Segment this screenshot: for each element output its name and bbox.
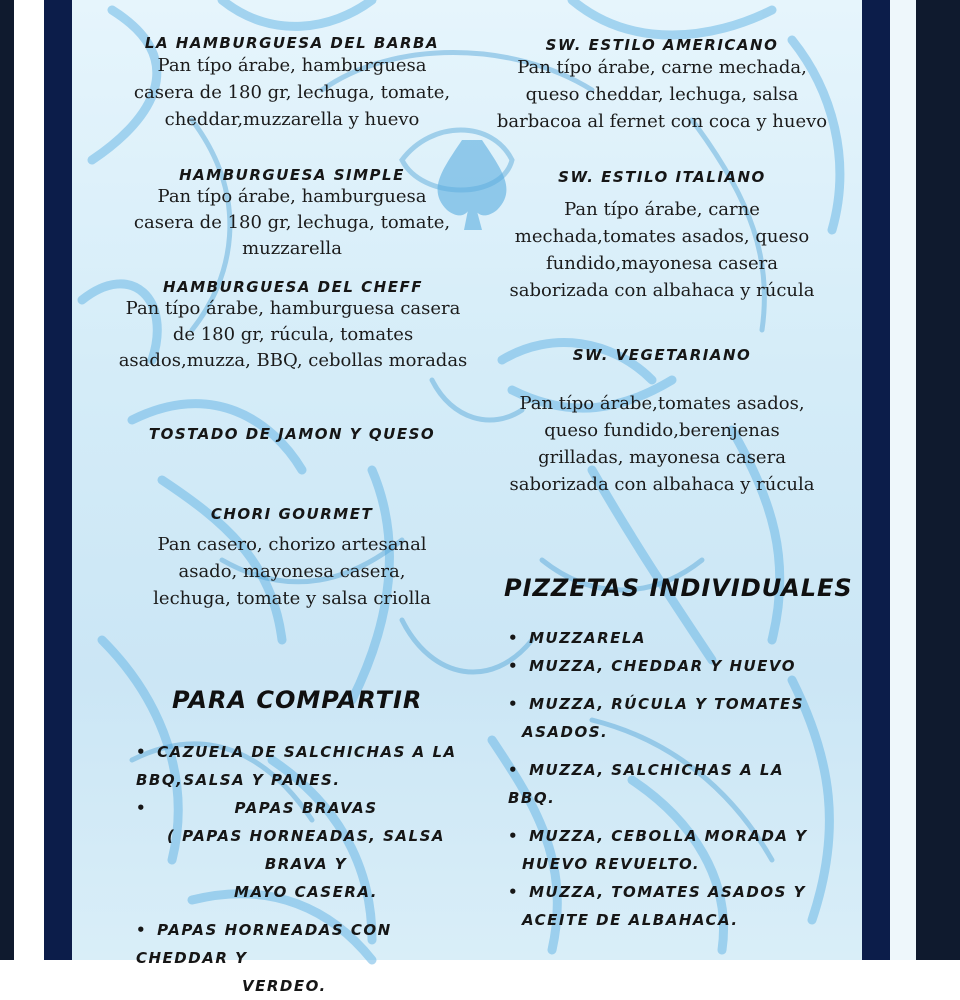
list-item-line: CAZUELA DE SALCHICHAS A LA <box>157 743 457 761</box>
list-item-line: MUZZA, SALCHICHAS A LA BBQ. <box>508 761 785 807</box>
list-item <box>508 652 838 680</box>
menu-item-desc-line: grilladas, mayonesa casera <box>538 447 786 468</box>
menu-item-desc-line: fundido,mayonesa casera <box>546 253 778 274</box>
bullet-icon: • <box>508 695 520 713</box>
menu-item-title: SW. ESTILO AMERICANO <box>545 36 779 54</box>
bullet-icon: • <box>508 827 520 845</box>
menu-item-desc-line: mechada,tomates asados, queso <box>514 226 810 247</box>
menu-item-desc-line: Pan típo árabe, carne <box>564 199 760 220</box>
list-item <box>136 738 486 794</box>
list-item-line: ASADOS. <box>522 723 609 741</box>
list-item-line: MUZZA, CHEDDAR Y HUEVO <box>529 657 797 675</box>
menu-item-title: CHORI GOURMET <box>210 505 374 523</box>
list-item <box>508 756 838 812</box>
bullet-icon: • <box>508 761 520 779</box>
menu-card <box>44 0 890 995</box>
bullet-icon: • <box>508 629 520 647</box>
section-heading-pizzetas-individuales: PIZZETAS INDIVIDUALES <box>504 574 853 602</box>
right-dark-border <box>916 0 960 960</box>
menu-item-la-hamburguesa-del-barba <box>112 34 472 133</box>
bullet-icon: • <box>136 799 148 817</box>
menu-item-desc-line: Pan casero, chorizo artesanal <box>157 534 427 555</box>
menu-item-title: SW. VEGETARIANO <box>572 346 752 364</box>
list-item <box>508 624 838 652</box>
menu-item-title: TOSTADO DE JAMON Y QUESO <box>148 425 436 443</box>
right-light-strip <box>890 0 916 960</box>
pizzetas-list <box>508 624 838 934</box>
list-item-line: BBQ,SALSA Y PANES. <box>136 771 341 789</box>
menu-item-desc-line: asados,muzza, BBQ, cebollas moradas <box>118 350 468 371</box>
list-item-line: PAPAS HORNEADAS CON CHEDDAR Y <box>136 921 392 967</box>
menu-item-desc-line: queso fundido,berenjenas <box>544 420 780 441</box>
list-item-line: ACEITE DE ALBAHACA. <box>522 911 739 929</box>
menu-item-desc-line: muzzarella <box>242 238 342 259</box>
section-heading-para-compartir: PARA COMPARTIR <box>172 686 423 714</box>
menu-item-desc-line: Pan típo árabe, hamburguesa casera <box>125 298 461 319</box>
menu-item-desc-line: saborizada con albahaca y rúcula <box>509 280 815 301</box>
menu-item-desc-line: asado, mayonesa casera, <box>178 561 406 582</box>
menu-item-desc-line: barbacoa al fernet con coca y huevo <box>496 111 828 132</box>
menu-item-desc-line: Pan típo árabe, carne mechada, <box>517 57 807 78</box>
menu-item-desc-line: lechuga, tomate y salsa criolla <box>153 588 431 609</box>
menu-item-desc-line: saborizada con albahaca y rúcula <box>509 474 815 495</box>
list-item-line: MUZZA, TOMATES ASADOS Y <box>529 883 806 901</box>
list-item-line: MUZZARELA <box>529 629 647 647</box>
menu-item-sw-estilo-americano <box>472 36 852 135</box>
left-dark-border <box>0 0 14 960</box>
list-item <box>508 822 838 878</box>
list-item-line: PAPAS BRAVAS <box>234 799 378 817</box>
list-item-line: VERDEO. <box>242 977 327 995</box>
menu-item-title: HAMBURGUESA SIMPLE <box>179 166 405 184</box>
bullet-icon: • <box>136 743 148 761</box>
menu-item-chori-gourmet <box>102 505 482 612</box>
menu-item-desc-line: Pan típo árabe, hamburguesa <box>157 55 427 76</box>
menu-item-sw-estilo-italiano <box>482 168 842 304</box>
list-item-line: MAYO CASERA. <box>234 883 378 901</box>
bullet-icon: • <box>508 657 520 675</box>
list-item <box>136 916 486 1000</box>
menu-item-desc-line: casera de 180 gr, lechuga, tomate, <box>133 82 451 103</box>
list-item <box>508 690 838 746</box>
menu-item-title: LA HAMBURGUESA DEL BARBA <box>144 34 440 52</box>
menu-item-title: SW. ESTILO ITALIANO <box>558 168 766 186</box>
menu-item-tostado <box>112 425 472 443</box>
para-compartir-list <box>136 738 486 1000</box>
menu-item-desc-line: Pan típo árabe,tomates asados, <box>519 393 805 414</box>
menu-item-desc-line: de 180 gr, rúcula, tomates <box>172 324 414 345</box>
menu-paper <box>72 0 862 995</box>
menu-item-title: HAMBURGUESA DEL CHEFF <box>163 278 423 296</box>
menu-item-desc-line: casera de 180 gr, lechuga, tomate, <box>133 212 451 233</box>
list-item <box>508 878 838 934</box>
menu-item-desc-line: Pan típo árabe, hamburguesa <box>157 186 427 207</box>
list-item-line: MUZZA, RÚCULA Y TOMATES <box>529 695 805 713</box>
list-item-line: HUEVO REVUELTO. <box>522 855 701 873</box>
list-item-line: ( PAPAS HORNEADAS, SALSA BRAVA Y <box>167 827 445 873</box>
menu-item-sw-vegetariano <box>482 346 842 498</box>
menu-item-desc-line: queso cheddar, lechuga, salsa <box>525 84 799 105</box>
menu-item-desc-line: cheddar,muzzarella y huevo <box>164 109 420 130</box>
bullet-icon: • <box>508 883 520 901</box>
menu-item-hamburguesa-simple <box>112 166 472 262</box>
bullet-icon: • <box>136 921 148 939</box>
menu-item-hamburguesa-del-cheff <box>98 278 488 374</box>
list-item <box>136 794 486 906</box>
list-item-line: MUZZA, CEBOLLA MORADA Y <box>529 827 808 845</box>
